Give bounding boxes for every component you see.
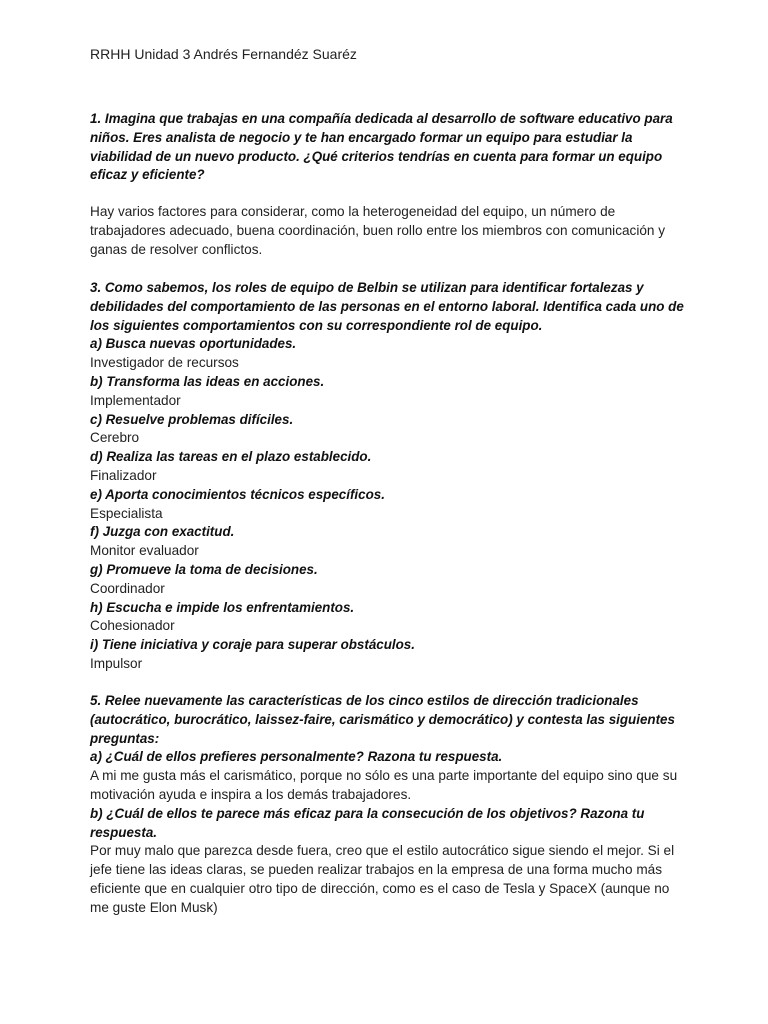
answer-3f: Monitor evaluador [90, 543, 199, 559]
question-3a: a) Busca nuevas oportunidades. [90, 336, 297, 352]
answer-3b: Implementador [90, 392, 181, 408]
question-3i: i) Tiene iniciativa y coraje para superar obstáculos. [90, 637, 415, 653]
answer-1-text: Hay varios factores para considerar, como la heterogeneidad del equipo, un número de trabajadores adecuado, buena coordinación, buen rollo entre los miembros con comunicación y ganas de resolver conflictos. [90, 204, 666, 257]
answer-3d: Finalizador [90, 467, 157, 483]
answer-5b: Por muy malo que parezca desde fuera, creo que el estilo autocrático sigue siendo el mejor. Si el jefe tiene las ideas claras, se pueden realizar trabajos en la empresa de una forma mucho más eficiente que en cualquier otro tipo de dirección, como es el caso de Tesla y SpaceX (aunque no me guste Elon Musk) [90, 843, 675, 915]
answer-3c: Cerebro [90, 430, 140, 446]
answer-1 [90, 203, 690, 259]
document-header: RRHH Unidad 3 Andrés Fernandéz Suaréz [90, 46, 357, 62]
answer-5a: A mi me gusta más el carismático, porque no sólo es una parte importante del equipo sino que su motivación ayuda e inspira a los demás trabajadores. [90, 768, 678, 802]
question-5a: a) ¿Cuál de ellos prefieres personalmente? Razona tu respuesta. [90, 749, 503, 765]
question-3b: b) Transforma las ideas en acciones. [90, 373, 325, 389]
question-3c: c) Resuelve problemas difíciles. [90, 411, 294, 427]
answer-3a: Investigador de recursos [90, 355, 239, 371]
answer-3g: Coordinador [90, 580, 165, 596]
question-1 [90, 110, 690, 185]
question-3-text: 3. Como sabemos, los roles de equipo de Belbin se utilizan para identificar fortalezas y debilidades del comportamiento de las personas en el entorno laboral. Identifica cada uno de los siguientes comportamientos con su correspondiente rol de equipo. [90, 280, 684, 333]
answer-3i: Impulsor [90, 655, 143, 671]
question-5b: b) ¿Cuál de ellos te parece más eficaz para la consecución de los objetivos? Razona tu respuesta. [90, 805, 645, 840]
answer-3e: Especialista [90, 505, 163, 521]
question-5 [90, 692, 690, 918]
question-1-text: 1. Imagina que trabajas en una compañía dedicada al desarrollo de software educativo para niños. Eres analista de negocio y te han encargado formar un equipo para estudiar la viabilidad de un nuevo producto. ¿Qué criterios tendrías en cuenta para formar un equipo eficaz y eficiente? [90, 111, 673, 183]
question-3e: e) Aporta conocimientos técnicos específicos. [90, 486, 385, 502]
question-3h: h) Escucha e impide los enfrentamientos. [90, 599, 355, 615]
answer-3h: Cohesionador [90, 618, 175, 634]
question-3 [90, 279, 690, 674]
question-5-text: 5. Relee nuevamente las características de los cinco estilos de dirección tradicionales (autocrático, burocrático, laissez-faire, carismático y democrático) y contesta las siguientes preguntas: [90, 693, 675, 746]
question-3d: d) Realiza las tareas en el plazo establecido. [90, 449, 372, 465]
question-3f: f) Juzga con exactitud. [90, 524, 235, 540]
question-3g: g) Promueve la toma de decisiones. [90, 561, 318, 577]
